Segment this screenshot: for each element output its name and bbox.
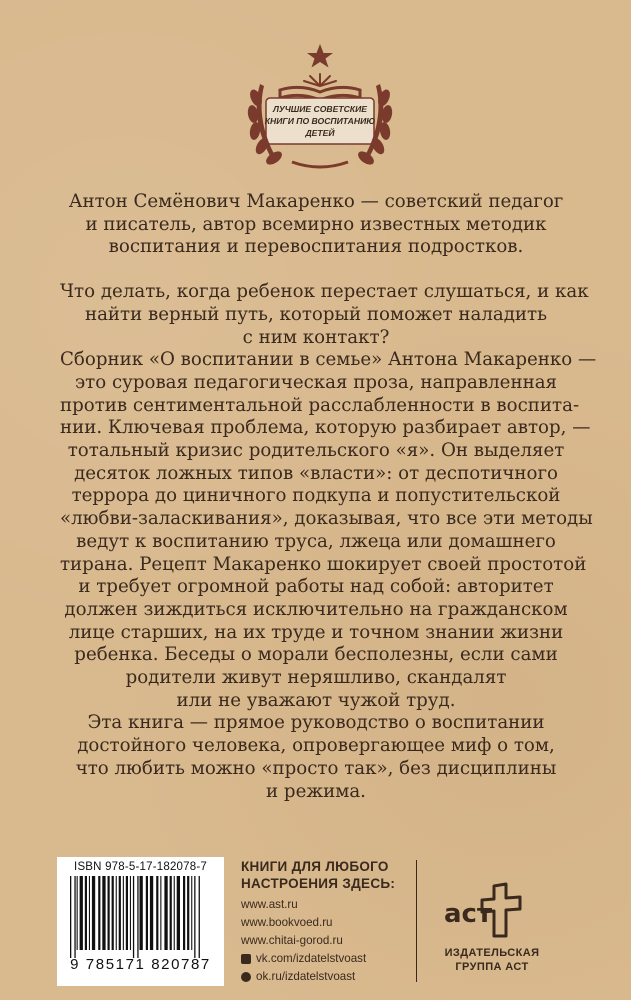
link-bookvoed[interactable]: www.bookvoed.ru <box>241 916 333 929</box>
author-intro <box>60 191 572 259</box>
barcode-bar <box>187 876 189 950</box>
book-annotation <box>60 191 597 803</box>
body-line: Что делать, когда ребенок перестает слушаться, и как <box>60 281 589 303</box>
barcode-bar <box>76 876 77 950</box>
barcode-digits: 9 785171 820787 <box>70 956 211 973</box>
body-line: Эта книга — прямое руководство о воспитании <box>87 712 545 734</box>
barcode-guard-bar <box>198 876 199 958</box>
publisher-caption-line: ИЗДАТЕЛЬСКАЯ <box>444 947 540 959</box>
barcode-bar <box>145 876 147 950</box>
barcode-bar <box>169 876 171 950</box>
body-line: против сентиментальной расслабленности в воспита- <box>60 394 580 416</box>
intro-line: и писатель, автор всемирно известных методик <box>85 213 547 235</box>
body-line: террора до циничного подкупа и попустительской <box>71 485 561 507</box>
link-chitai-gorod[interactable]: www.chitai-gorod.ru <box>241 934 343 947</box>
body-line: тотальный кризис родительского «я». Он выделяет <box>67 440 565 462</box>
body-line: ребенка. Беседы о морали бесполезны, если сами <box>74 644 558 666</box>
barcode-icon <box>66 876 216 958</box>
barcode-bar <box>79 876 82 950</box>
intro-line: Антон Семёнович Макаренко — советский педагог <box>68 191 564 212</box>
barcode-bar <box>98 876 100 950</box>
series-emblem <box>240 38 400 178</box>
body-line: что любить можно «просто так», без дисциплины <box>75 757 557 779</box>
barcode-box <box>57 857 224 986</box>
barcode-bar <box>164 876 167 950</box>
publisher-logo <box>432 878 562 974</box>
barcode-bar <box>118 876 120 950</box>
barcode-guard-bar <box>70 876 71 958</box>
barcode-bar <box>173 876 174 950</box>
series-line-3: ДЕТЕЙ <box>305 128 335 138</box>
star-wreath-book-emblem-icon <box>240 38 400 178</box>
intro-line: воспитания и перевоспитания подростков. <box>108 236 524 258</box>
body-line: ведут к воспитанию труса, лжеца или домашнего <box>76 530 556 552</box>
barcode-bar <box>107 876 109 950</box>
barcode-bar <box>176 876 179 950</box>
series-line-2: КНИГИ ПО ВОСПИТАНИЮ <box>264 116 376 126</box>
vertical-divider <box>416 860 417 982</box>
body-line: тирана. Рецепт Макаренко шокирует своей простотой <box>60 553 587 575</box>
body-line: или не уважают чужой труд. <box>176 689 456 711</box>
barcode-guard-bar <box>194 876 195 958</box>
barcode-bar <box>91 876 94 950</box>
vk-icon <box>241 954 251 964</box>
barcode-bar <box>88 876 89 950</box>
barcode-bar <box>156 876 158 950</box>
body-line: «любви-заласкивания», доказывая, что все эти методы <box>60 508 593 530</box>
body-line: и режима. <box>266 780 366 802</box>
ast-logo-icon <box>432 878 552 940</box>
link-ok[interactable]: ok.ru/izdatelstvoast <box>241 968 421 986</box>
ok-icon <box>241 972 251 982</box>
barcode-bar <box>122 876 123 950</box>
barcode-bar <box>139 876 142 950</box>
barcode-guard-bar <box>132 876 133 958</box>
barcode-guard-bar <box>74 876 75 958</box>
barcode-bar <box>149 876 152 950</box>
body-line: Сборник «О воспитании в семье» Антона Макаренко — <box>60 349 597 371</box>
body-line: и требует огромной работы над собой: авторитет <box>78 576 554 598</box>
body-line: нии. Ключевая проблема, которую разбирает автор, — <box>60 417 591 439</box>
link-ast[interactable]: www.ast.ru <box>241 898 298 911</box>
link-vk[interactable]: vk.com/izdatelstvoast <box>241 950 421 968</box>
barcode-bar <box>111 876 113 950</box>
body-line: с ним контакт? <box>242 326 390 348</box>
links-heading-line: НАСТРОЕНИЯ ЗДЕСЬ: <box>241 876 396 891</box>
where-to-buy <box>241 858 421 986</box>
barcode-bar <box>160 876 161 950</box>
barcode-bar <box>191 876 192 950</box>
barcode-bar <box>183 876 185 950</box>
book-description <box>60 281 597 803</box>
publisher-caption-line: ГРУППА АСТ <box>455 961 529 973</box>
body-line: десяток ложных типов «власти»: от деспотичного <box>74 462 558 484</box>
body-line: родители живут неряшливо, скандалят <box>125 667 507 689</box>
ast-logo-text: аст <box>444 899 493 929</box>
barcode-guard-bar <box>137 876 138 958</box>
body-line: лице старших, на их труде и точном знании жизни <box>68 621 564 643</box>
barcode-bar <box>115 876 116 950</box>
barcode-bar <box>129 876 130 950</box>
barcode-bar <box>84 876 86 950</box>
barcode-bar <box>125 876 127 950</box>
body-line: найти верный путь, который поможет наладить <box>84 303 548 325</box>
body-line: это суровая педагогическая проза, направленная <box>74 371 558 393</box>
barcode-bar <box>102 876 105 950</box>
isbn-number: ISBN 978-5-17-182078-7 <box>74 861 207 873</box>
body-line: достойного человека, опровергающее миф о том, <box>77 735 555 757</box>
body-line: должен зиждиться исключительно на гражданском <box>64 598 568 620</box>
links-heading-line: КНИГИ ДЛЯ ЛЮБОГО <box>241 859 389 874</box>
series-line-1: ЛУЧШИЕ СОВЕТСКИЕ <box>272 104 368 114</box>
